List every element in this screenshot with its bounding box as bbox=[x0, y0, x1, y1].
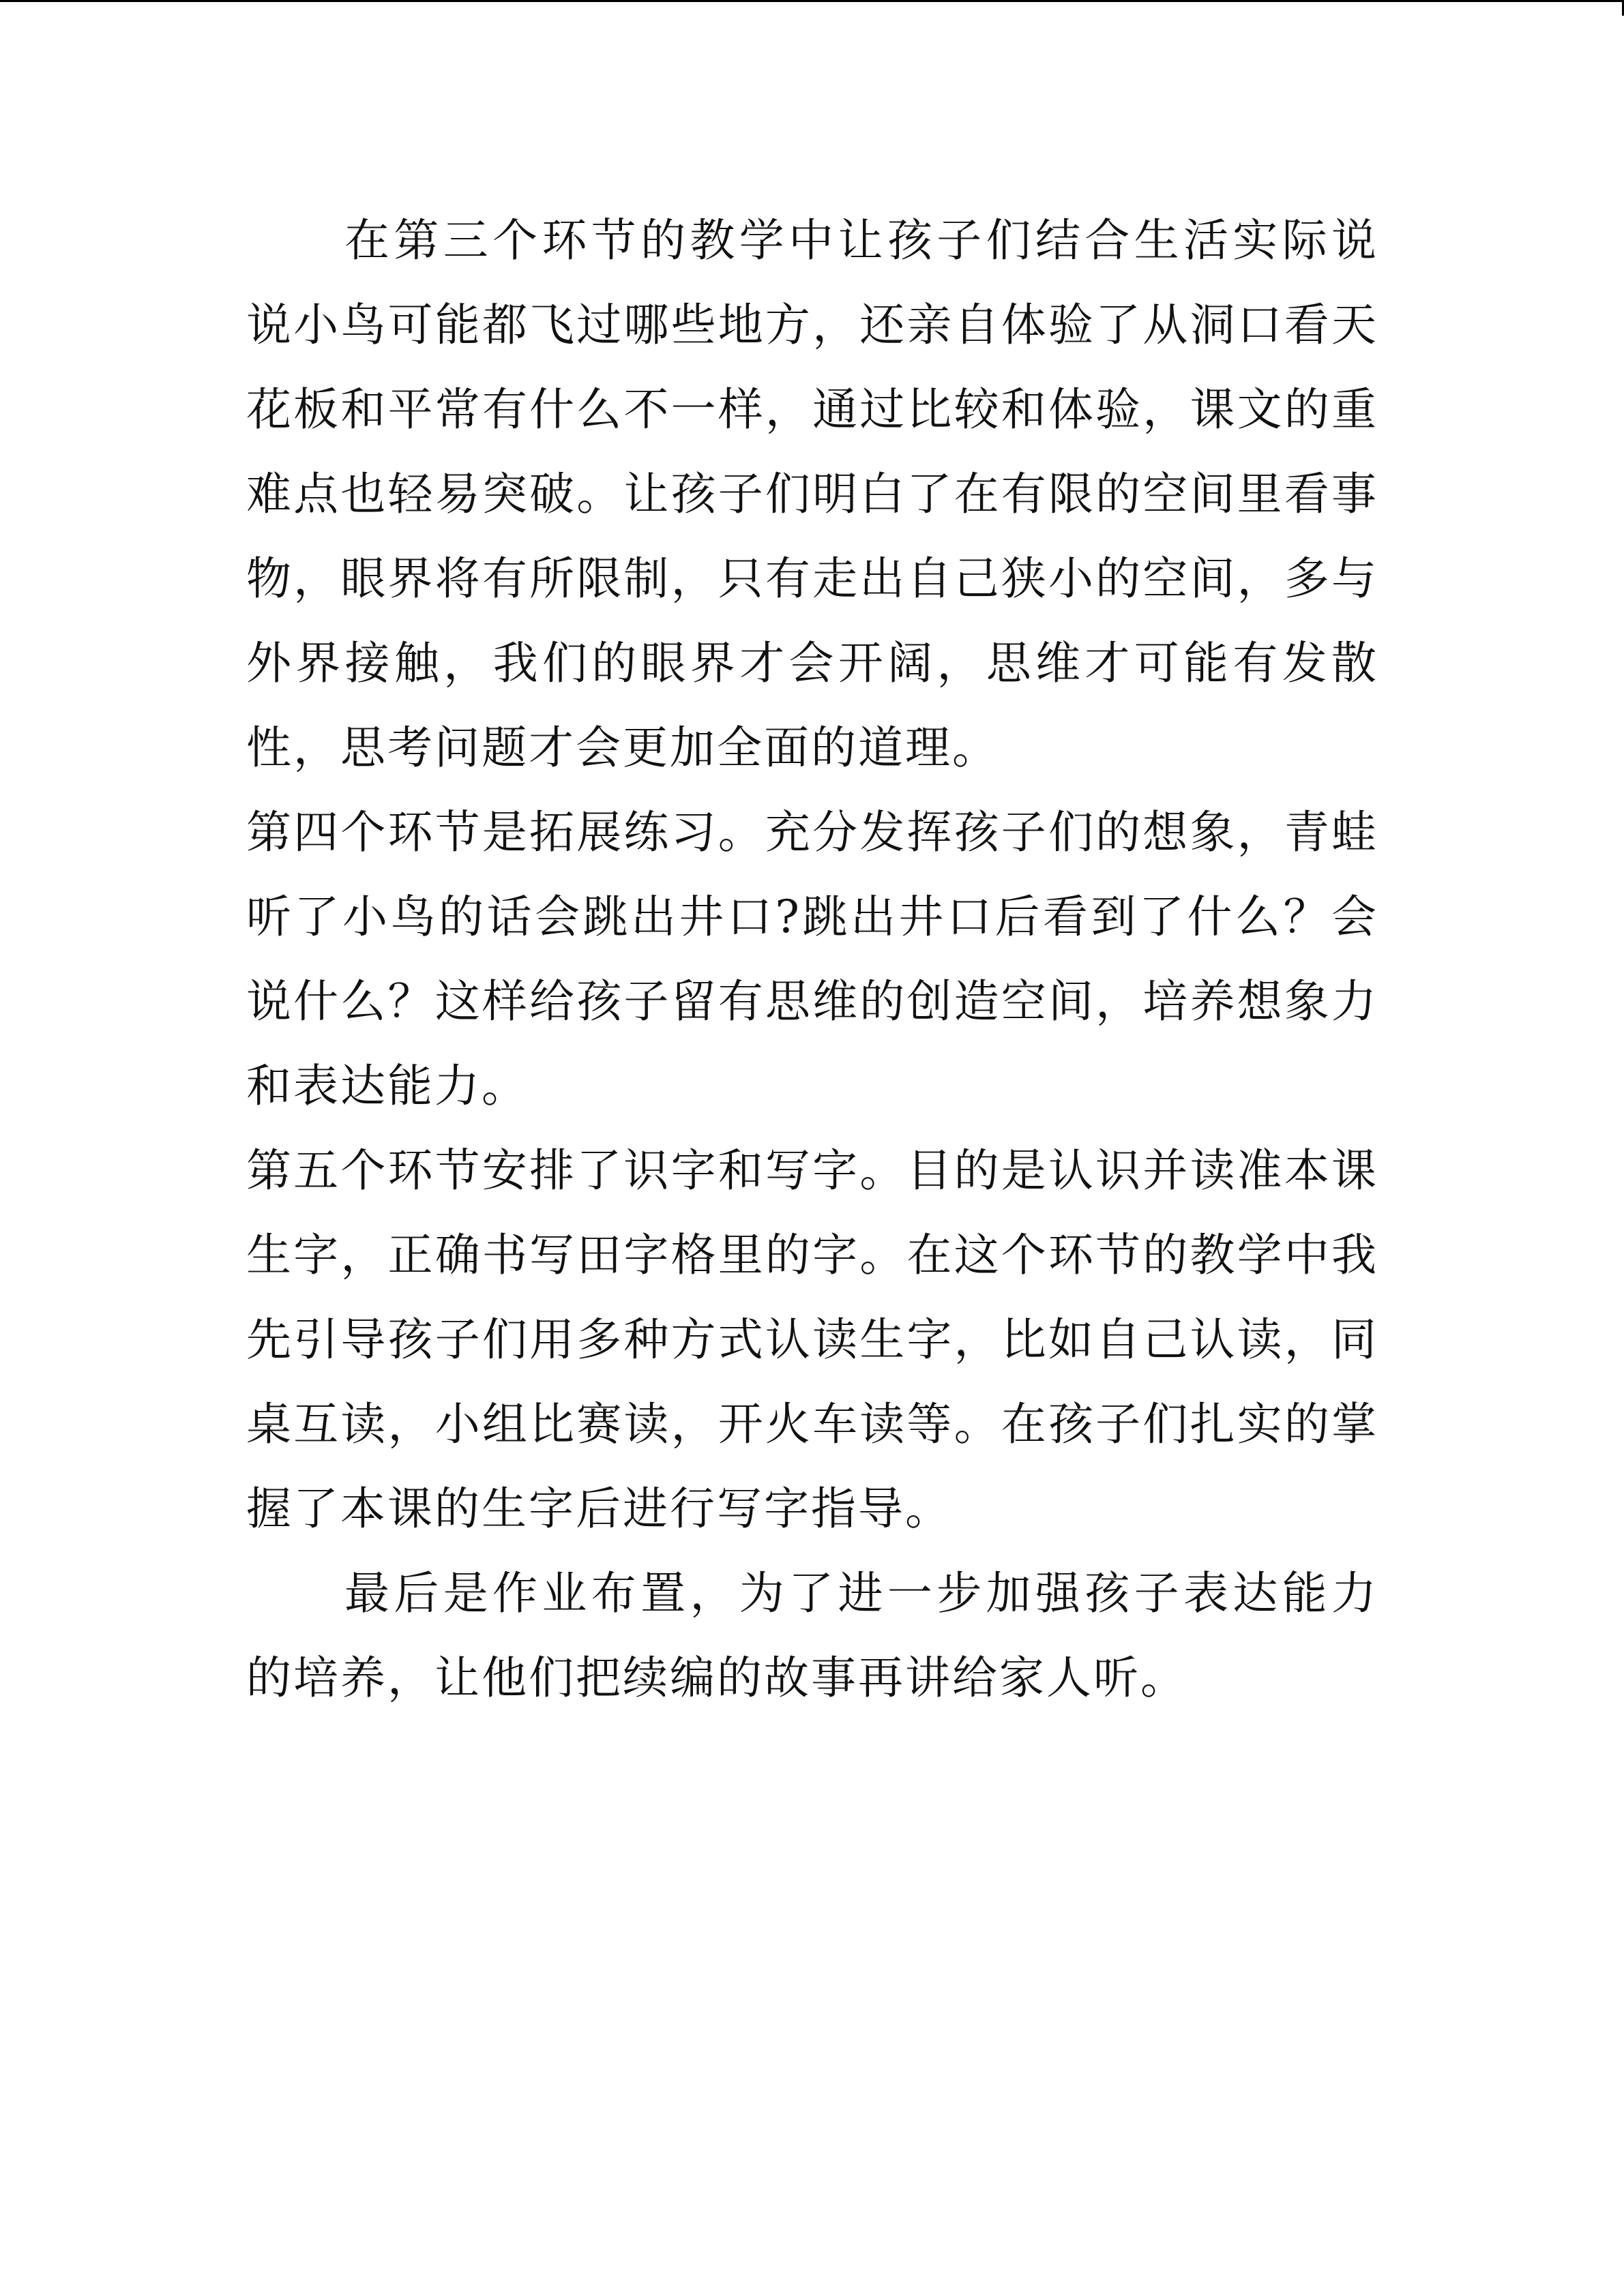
paragraph-homework: 最后是作业布置，为了进一步加强孩子表达能力的培养，让他们把续编的故事再讲给家人听。 bbox=[246, 1567, 1378, 1704]
paragraph-fifth-section: 第五个环节安排了识字和写字。目的是认识并读准本课生字，正确书写田字格里的字。在这个环节的教学中我先引导孩子们用多种方式认读生字，比如自己认读，同桌互读，小组比赛读，开火车读等。在孩子们扎实的掌握了本课的生字后进行写字指导。 bbox=[246, 1144, 1378, 1535]
document-body bbox=[246, 198, 1378, 1720]
paragraph-third-section: 在第三个环节的教学中让孩子们结合生活实际说说小鸟可能都飞过哪些地方，还亲自体验了从洞口看天花板和平常有什么不一样，通过比较和体验，课文的重难点也轻易突破。让孩子们明白了在有限的空间里看事物，眼界将有所限制，只有走出自己狭小的空间，多与外界接触，我们的眼界才会开阔，思维才可能有发散性，思考问题才会更加全面的道理。 bbox=[246, 214, 1378, 774]
paragraph-fourth-section: 第四个环节是拓展练习。充分发挥孩子们的想象，青蛙听了小鸟的话会跳出井口?跳出井口后看到了什么？会说什么？这样给孩子留有思维的创造空间，培养想象力和表达能力。 bbox=[246, 806, 1378, 1112]
